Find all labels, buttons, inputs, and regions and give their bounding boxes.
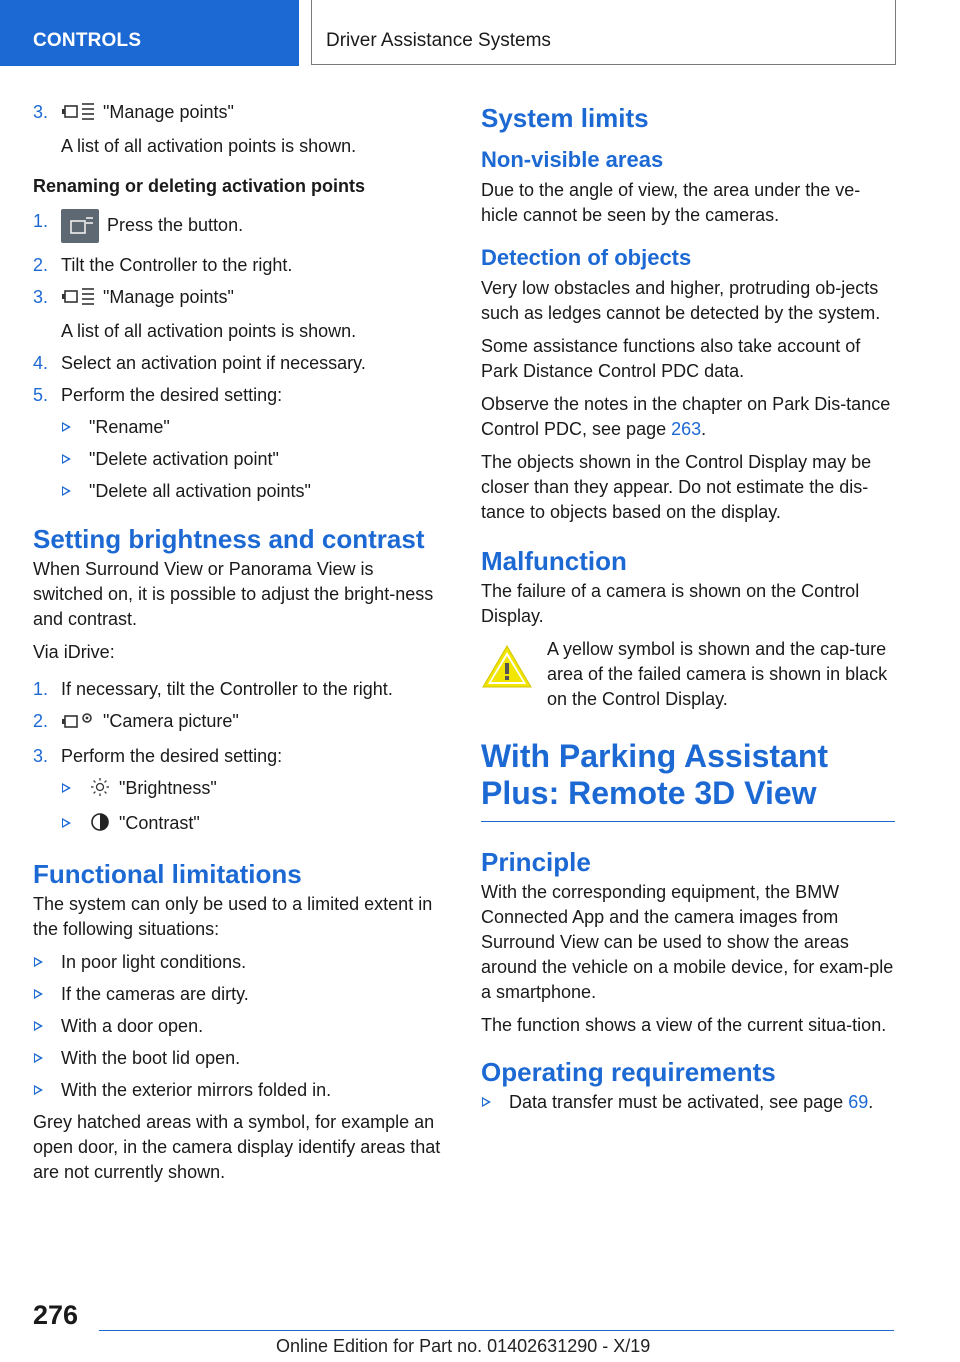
step-text: Press the button.	[107, 215, 244, 235]
step-press-button	[33, 209, 443, 243]
list-item	[33, 982, 443, 1006]
warning-text: A yellow symbol is shown and the cap‐ture area of the failed camera is shown in black on the Control Display.	[547, 639, 888, 709]
camera-picture-icon	[61, 710, 95, 736]
step-number: 3.	[33, 287, 49, 307]
detection-text: Observe the notes in the chapter on Park Dis‐tance Control PDC, see page	[481, 394, 891, 439]
option-text: "Brightness"	[119, 778, 217, 798]
step-number: 5.	[33, 385, 49, 405]
step-text: If necessary, tilt the Controller to the right.	[61, 679, 393, 699]
list-item-text: With the exterior mirrors folded in.	[61, 1080, 332, 1100]
manage-points-icon	[61, 101, 95, 127]
rename-heading: Renaming or deleting activation points	[33, 176, 366, 196]
step-number: 1.	[33, 679, 49, 699]
warning-triangle-icon	[481, 643, 533, 689]
step-tilt-if-necessary	[33, 677, 443, 701]
step-continuation: A list of all activation points is shown.	[61, 321, 357, 341]
activation-button-icon	[61, 209, 99, 243]
list-item-text: Data transfer must be activated, see page	[509, 1092, 849, 1112]
list-item-text: With a door open.	[61, 1016, 204, 1036]
list-item	[33, 1014, 443, 1038]
brightness-icon	[89, 777, 111, 803]
step-number: 1.	[33, 211, 49, 231]
header-chapter-label: Driver Assistance Systems	[326, 30, 551, 51]
grey-hatched-paragraph: Grey hatched areas with a symbol, for example an open door, in the camera display identify areas that are not currently shown.	[33, 1112, 441, 1182]
step-select-point	[33, 351, 443, 375]
header-section-label: CONTROLS	[33, 30, 142, 51]
functional-limitations-paragraph: The system can only be used to a limited extent in the following situations:	[33, 894, 433, 939]
option-contrast	[61, 811, 443, 838]
step-manage-points	[33, 100, 443, 158]
step-text: Perform the desired setting:	[61, 746, 283, 766]
list-item	[33, 1046, 443, 1070]
step-perform-setting-2	[33, 744, 443, 768]
step-text: Select an activation point if necessary.	[61, 353, 366, 373]
step-continuation: A list of all activation points is shown.	[61, 136, 357, 156]
right-column	[481, 100, 895, 1122]
step-label: "Manage points"	[103, 102, 234, 122]
list-item-text: In poor light conditions.	[61, 952, 247, 972]
remote-3d-view-heading: With Parking Assistant Plus: Remote 3D View	[481, 738, 895, 822]
list-item	[33, 950, 443, 974]
page-link-69[interactable]: 69	[848, 1092, 869, 1112]
option-text: "Delete all activation points"	[89, 481, 311, 501]
step-perform-setting	[33, 383, 443, 407]
footer-divider	[99, 1330, 894, 1331]
list-item-text: With the boot lid open.	[61, 1048, 241, 1068]
left-column	[33, 100, 443, 1193]
header-section-tab	[0, 0, 299, 66]
period: .	[868, 1092, 874, 1112]
step-number: 2.	[33, 255, 49, 275]
system-limits-heading: System limits	[481, 103, 649, 133]
step-label: "Camera picture"	[103, 711, 239, 731]
option-text: "Contrast"	[119, 813, 200, 833]
step-camera-picture	[33, 709, 443, 736]
manage-points-icon	[61, 286, 95, 312]
header-chapter-box	[311, 0, 896, 65]
principle-heading: Principle	[481, 847, 591, 877]
option-text: "Delete activation point"	[89, 449, 279, 469]
principle-paragraph-2: The function shows a view of the current situa‐tion.	[481, 1015, 887, 1035]
operating-requirements-heading: Operating requirements	[481, 1057, 776, 1087]
period: .	[701, 419, 707, 439]
contrast-icon	[89, 812, 111, 838]
step-tilt-controller	[33, 253, 443, 277]
step-number: 3.	[33, 102, 49, 122]
step-number: 3.	[33, 746, 49, 766]
option-delete-point	[61, 447, 443, 471]
step-text: Perform the desired setting:	[61, 385, 283, 405]
page-link-263[interactable]: 263	[671, 419, 702, 439]
step-label: "Manage points"	[103, 287, 234, 307]
malfunction-paragraph: The failure of a camera is shown on the Control Display.	[481, 581, 860, 626]
warning-note	[481, 637, 895, 712]
footer-edition: Online Edition for Part no. 01402631290 - X/19	[276, 1336, 651, 1356]
step-text: Tilt the Controller to the right.	[61, 255, 293, 275]
principle-paragraph-1: With the corresponding equipment, the BMW Connected App and the camera images from Surround View can be used to show the areas around the vehicle on a mobile device, for exam‐ple a smartphone.	[481, 882, 894, 1002]
list-item-text: If the cameras are dirty.	[61, 984, 249, 1004]
list-item	[481, 1090, 895, 1114]
detection-paragraph-3	[481, 392, 895, 442]
malfunction-heading: Malfunction	[481, 546, 627, 576]
option-rename	[61, 415, 443, 439]
option-brightness	[61, 776, 443, 803]
detection-paragraph-4: The objects shown in the Control Display may be closer than they appear. Do not estimate the dis‐tance to objects based on the display.	[481, 452, 872, 522]
via-idrive: Via iDrive:	[33, 642, 115, 662]
list-item	[33, 1078, 443, 1102]
step-manage-points-2	[33, 285, 443, 343]
detection-paragraph-1: Very low obstacles and higher, protruding ob‐jects such as ledges cannot be detected by the system.	[481, 278, 881, 323]
step-number: 4.	[33, 353, 49, 373]
brightness-paragraph: When Surround View or Panorama View is switched on, it is possible to adjust the bright‐ness and contrast.	[33, 559, 434, 629]
non-visible-heading: Non-visible areas	[481, 147, 664, 172]
detection-heading: Detection of objects	[481, 245, 692, 270]
brightness-heading: Setting brightness and contrast	[33, 524, 425, 554]
step-number: 2.	[33, 711, 49, 731]
functional-limitations-heading: Functional limitations	[33, 859, 302, 889]
detection-paragraph-2: Some assistance functions also take account of Park Distance Control PDC data.	[481, 336, 861, 381]
option-text: "Rename"	[89, 417, 170, 437]
option-delete-all	[61, 479, 443, 503]
page-number: 276	[33, 1300, 79, 1330]
non-visible-paragraph: Due to the angle of view, the area under the ve‐hicle cannot be seen by the cameras.	[481, 180, 861, 225]
